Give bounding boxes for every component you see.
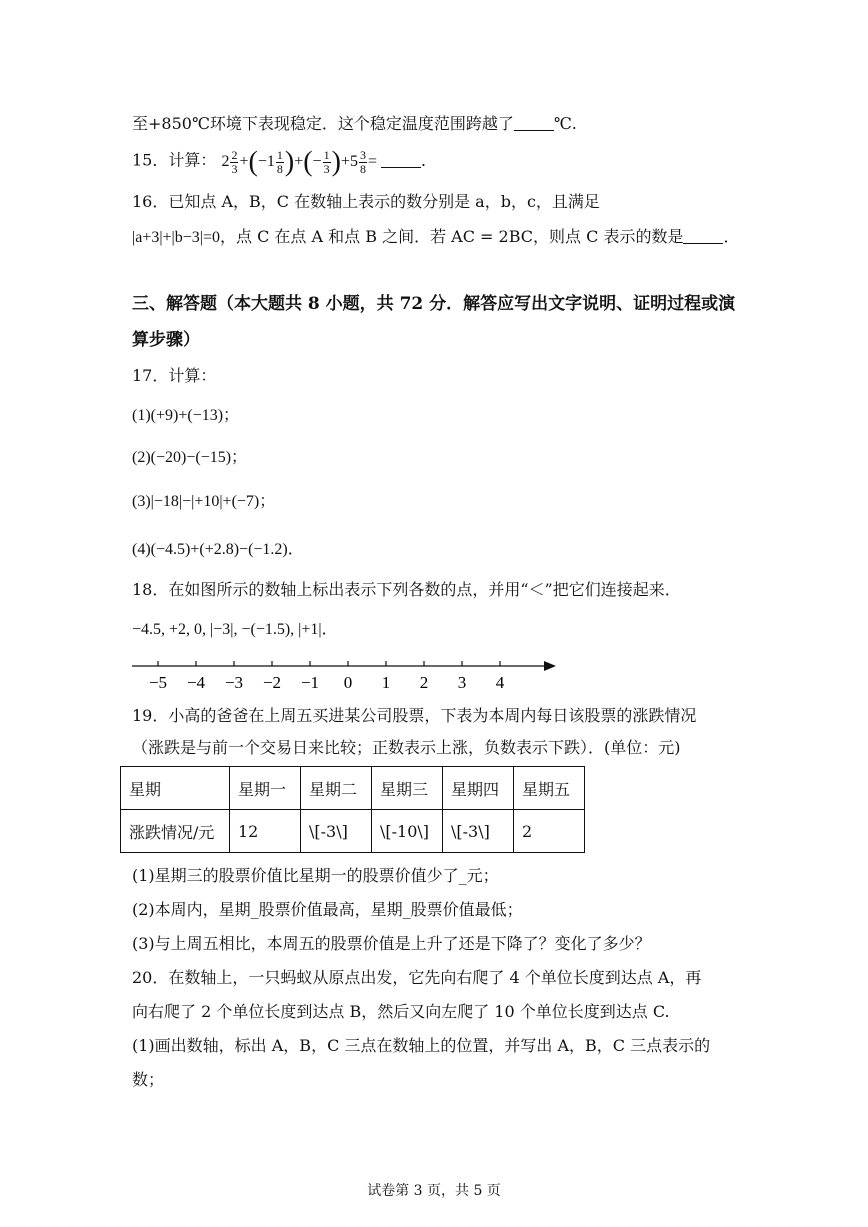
table-header-row — [121, 767, 585, 810]
section-3-title: 三、解答题（本大题共 8 小题，共 72 分．解答应写出文字说明、证明过程或演 — [132, 294, 736, 314]
q19-line1: 19．小高的爸爸在上周五买进某公司股票，下表为本周内每日该股票的涨跌情况 — [132, 706, 697, 725]
q17-4: (4)(−4.5)+(+2.8)−(−1.2)． — [132, 541, 304, 558]
q17-1: (1)(+9)+(−13)； — [132, 407, 240, 424]
q19-3: (3)与上周五相比，本周五的股票价值是上升了还是下降了？变化了多少？ — [132, 934, 651, 953]
table-cell: 星期五 — [514, 767, 585, 810]
q16-line1: 16．已知点 A，B，C 在数轴上表示的数分别是 a，b，c，且满足 — [132, 192, 600, 211]
number-line-label: 1 — [381, 673, 391, 692]
q20-1-cont: 数； — [132, 1070, 165, 1089]
number-line-label: −5 — [148, 673, 168, 692]
table-cell: 星期二 — [301, 767, 372, 810]
number-line-label: 0 — [343, 673, 353, 692]
q15: 15．计算： 2 $\frac{2}{3}$ +(−1 $\frac{1}{8}$ )+(− $\frac{1}{3}$ )+5 $\frac{3}{8}$ = ． — [132, 146, 437, 177]
q18: 18．在如图所示的数轴上标出表示下列各数的点，并用“＜”把它们连接起来． — [132, 580, 681, 599]
table-cell: 星期一 — [230, 767, 301, 810]
section-3-title-cont: 算步骤） — [132, 330, 200, 350]
answer-blank — [683, 227, 723, 244]
table-cell: \[-10\] — [372, 810, 443, 853]
table-cell: 星期四 — [443, 767, 514, 810]
table-cell: 星期 — [121, 767, 230, 810]
table-cell: 12 — [230, 810, 301, 853]
q19-2: (2)本周内，星期_股票价值最高，星期_股票价值最低； — [132, 900, 523, 919]
q20-line2: 向右爬了 2 个单位长度到达点 B，然后又向左爬了 10 个单位长度到达点 C. — [132, 1002, 670, 1021]
table-row — [121, 810, 585, 853]
page-footer: 试卷第 3 页，共 5 页 — [367, 1183, 501, 1199]
number-line-arrow — [544, 661, 556, 671]
table-cell: 涨跌情况/元 — [121, 810, 230, 853]
stock-table — [120, 766, 585, 853]
table-cell: 2 — [514, 810, 585, 853]
number-line-label: −3 — [224, 673, 244, 692]
q18-numbers: −4.5, +2, 0, |−3|, −(−1.5), |+1|． — [132, 621, 338, 638]
number-line-label: 2 — [419, 673, 429, 692]
number-line-label: −1 — [300, 673, 320, 692]
q16-line2: |a+3|+|b−3|=0，点 C 在点 A 和点 B 之间．若 AC = 2BC，则点 C 表示的数是 ． — [132, 227, 740, 246]
table-cell: \[-3\] — [301, 810, 372, 853]
q19-line2: （涨跌是与前一个交易日来比较；正数表示上涨，负数表示下跌）．(单位：元) — [132, 738, 681, 757]
answer-blank — [514, 114, 554, 131]
q17-2: (2)(−20)−(−15)； — [132, 449, 248, 466]
q19-1: (1)星期三的股票价值比星期一的股票价值少了_元； — [132, 866, 499, 885]
q15-expression: 2 $\frac{2}{3}$ +(−1 $\frac{1}{8}$ )+(− $\frac{1}{3}$ )+5 $\frac{3}{8}$ = — [221, 146, 377, 177]
number-line-label: 3 — [457, 673, 467, 692]
q14-tail: 至+850℃环境下表现稳定．这个稳定温度范围跨越了 ℃. — [132, 114, 577, 133]
number-line-label: −4 — [186, 673, 206, 692]
number-line — [128, 654, 568, 694]
q17-3: (3)|−18|−|+10|+(−7)； — [132, 493, 276, 510]
q20-line1: 20．在数轴上，一只蚂蚁从原点出发，它先向右爬了 4 个单位长度到达点 A，再 — [132, 968, 702, 987]
number-line-label: −2 — [262, 673, 282, 692]
q17: 17．计算： — [132, 366, 217, 385]
table-cell: 星期三 — [372, 767, 443, 810]
number-line-label: 4 — [495, 673, 505, 692]
q20-1: (1)画出数轴，标出 A，B，C 三点在数轴上的位置，并写出 A，B，C 三点表示的 — [132, 1036, 711, 1055]
table-cell: \[-3\] — [443, 810, 514, 853]
answer-blank — [381, 151, 421, 168]
